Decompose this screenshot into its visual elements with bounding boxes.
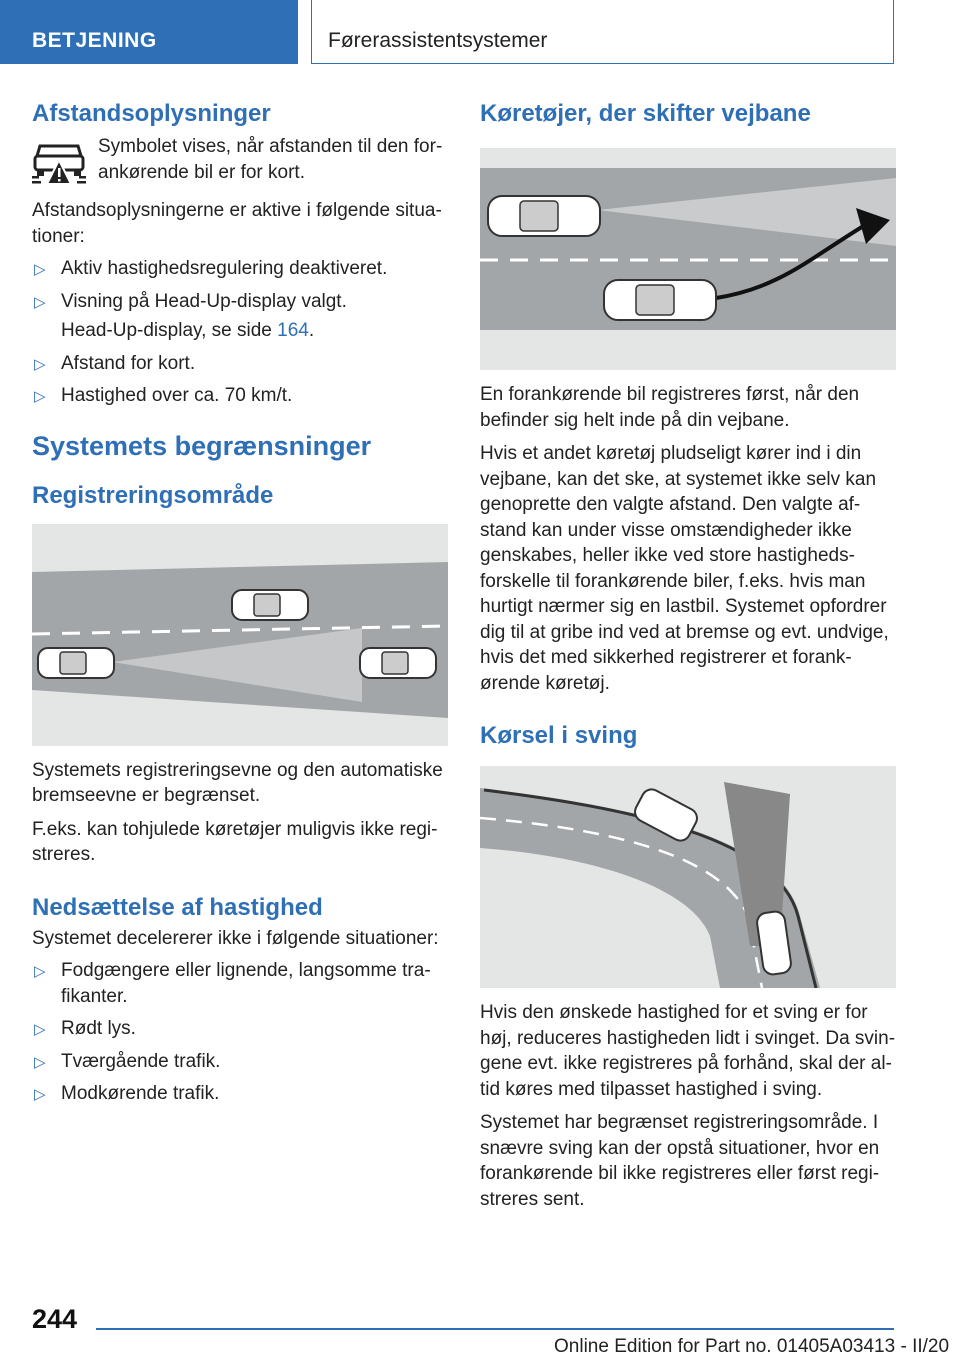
intro-text: Afstandsoplysningerne er aktive i følgende situa-tioner: [32, 200, 442, 247]
curve-paragraph-2: Systemet har begrænset registreringsområde. I snævre sving kan der opstå situationer, hvor en forankørende bil ikke registreres eller først regi-streres sent. [480, 1112, 880, 1210]
right-column [480, 100, 896, 1212]
heading-distance-info: Afstandsoplysninger [32, 100, 271, 127]
list-item: ▷ Hastighed over ca. 70 km/t. [32, 383, 448, 409]
car-icon [604, 280, 716, 320]
car-warning-icon [32, 142, 86, 188]
triangle-bullet-icon: ▷ [34, 355, 46, 373]
car-icon [232, 590, 308, 620]
range-paragraph-2: F.eks. kan tohjulede køretøjer muligvis ikke regi-streres. [32, 818, 438, 865]
speed-intro: Systemet decelererer ikke i følgende situationer: [32, 927, 439, 949]
lane-paragraph-2: Hvis et andet køretøj pludseligt kører ind i din vejbane, kan det ske, at systemet ikke selv kan genoprette den valgte afstand. Den valgte af-stand kan under visse omstændigheder ikke genskabes, heller ikke ved store hastigheds-forskelle til forankørende biler, f.eks. hvis man hurtigt nærmer sig en lastbil. Systemet opfordrer dig til at gribe ind ved at bremse og evt. undvige, hvis det med sikkerhed registrerer et forank-ørende køretøj. [480, 443, 889, 694]
triangle-bullet-icon: ▷ [34, 963, 46, 980]
triangle-bullet-icon: ▷ [34, 293, 46, 311]
car-icon [38, 648, 114, 678]
list-item: ▷ Afstand for kort. [32, 351, 448, 377]
detection-range-figure [32, 524, 448, 746]
heading-system-limits: Systemets begrænsninger [32, 430, 372, 461]
page-link[interactable]: 164 [277, 320, 309, 341]
list-item: ▷ Fodgængere eller lignende, langsomme tra-fikanter. [34, 960, 431, 1007]
car-icon [488, 196, 600, 236]
triangle-bullet-icon: ▷ [34, 1086, 46, 1103]
curve-paragraph-1: Hvis den ønskede hastighed for et sving er for høj, reduceres hastigheden lidt i svinget. Da svin-gene evt. ikke registreres på forhånd, skal der al-tid køres med tilpasset hastighed i sving. [480, 1002, 896, 1100]
left-column [32, 100, 448, 1107]
list-item: ▷ Aktiv hastighedsregulering deaktiveret. [32, 256, 448, 282]
list-item: ▷ Visning på Head-Up-display valgt. [32, 289, 448, 315]
warning-text: Symbolet vises, når afstanden til den for-ankørende bil er for kort. [98, 136, 443, 183]
speed-conditions-list [32, 958, 448, 1107]
page-number: 244 [32, 1304, 78, 1334]
triangle-bullet-icon: ▷ [34, 1053, 46, 1071]
hud-reference: Head-Up-display, se side 164. [61, 320, 315, 341]
heading-lane-change: Køretøjer, der skifter vejbane [480, 100, 811, 127]
list-item: ▷ Rødt lys. [32, 1016, 448, 1042]
footer-rule [96, 1328, 894, 1330]
triangle-bullet-icon: ▷ [34, 388, 46, 405]
chapter-tab [311, 0, 894, 64]
section-tab [0, 0, 298, 64]
active-conditions-list [32, 256, 448, 409]
lane-change-figure [480, 148, 896, 370]
heading-speed-reduction: Nedsættelse af hastighed [32, 893, 323, 921]
car-icon [360, 648, 436, 678]
heading-detection-range: Registreringsområde [32, 481, 274, 509]
curve-figure [480, 766, 896, 988]
chapter-title: Førerassistentsystemer [328, 29, 548, 52]
range-paragraph-1: Systemets registreringsevne og den automatiske bremseevne er begrænset. [32, 759, 443, 806]
lane-paragraph-1: En forankørende bil registreres først, når den befinder sig helt inde på din vejbane. [480, 384, 860, 431]
edition-note: Online Edition for Part no. 01405A03413 - II/20 [554, 1336, 950, 1357]
triangle-bullet-icon: ▷ [34, 1021, 46, 1038]
triangle-bullet-icon: ▷ [34, 261, 46, 278]
list-item: ▷ Modkørende trafik. [32, 1081, 448, 1107]
section-title: BETJENING [32, 29, 157, 52]
warning-note [32, 134, 448, 196]
heading-curves: Kørsel i sving [480, 722, 638, 749]
list-item: ▷ Tværgående trafik. [32, 1049, 448, 1075]
